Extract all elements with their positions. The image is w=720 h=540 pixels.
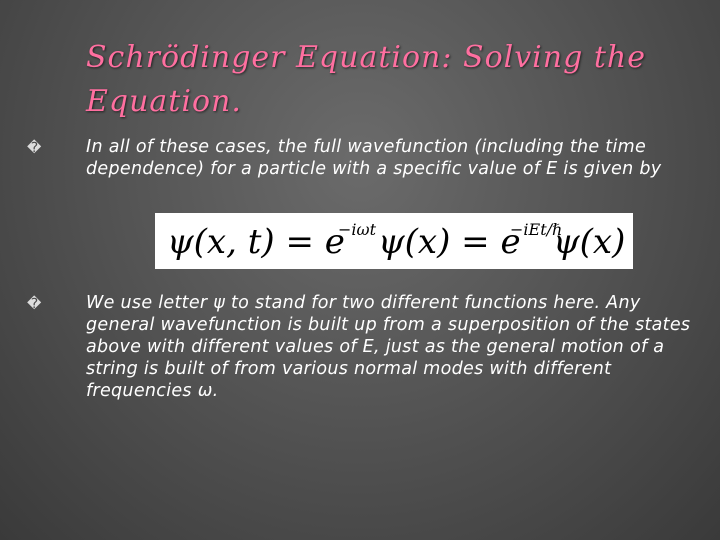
- equation-part3: ψ(x): [553, 222, 626, 262]
- equation-part2: ψ(x) = e: [378, 222, 521, 262]
- bullet-marker-icon: �: [27, 140, 42, 156]
- bullet-text: In all of these cases, the full wavefunction (including the time dependence) for a particle with a specific value of E is given by: [86, 137, 662, 179]
- slide-title: Schrödinger Equation: Solving the Equation.: [86, 40, 646, 119]
- bullet-marker-icon: �: [27, 296, 42, 312]
- equation-part1: ψ(x, t) = e: [167, 222, 345, 262]
- bullet-text: We use letter ψ to stand for two different functions here. Any general wavefunction is built up from a superposition of the states above with different values of E, just as the general motion of a string is built of from various normal modes with different frequencies ω.: [86, 293, 691, 401]
- equation-exponent1: −iωt: [338, 220, 376, 239]
- equation-svg: [155, 213, 633, 269]
- equation-box: [155, 213, 633, 269]
- equation-exponent2: −iEt/ℏ: [510, 220, 563, 239]
